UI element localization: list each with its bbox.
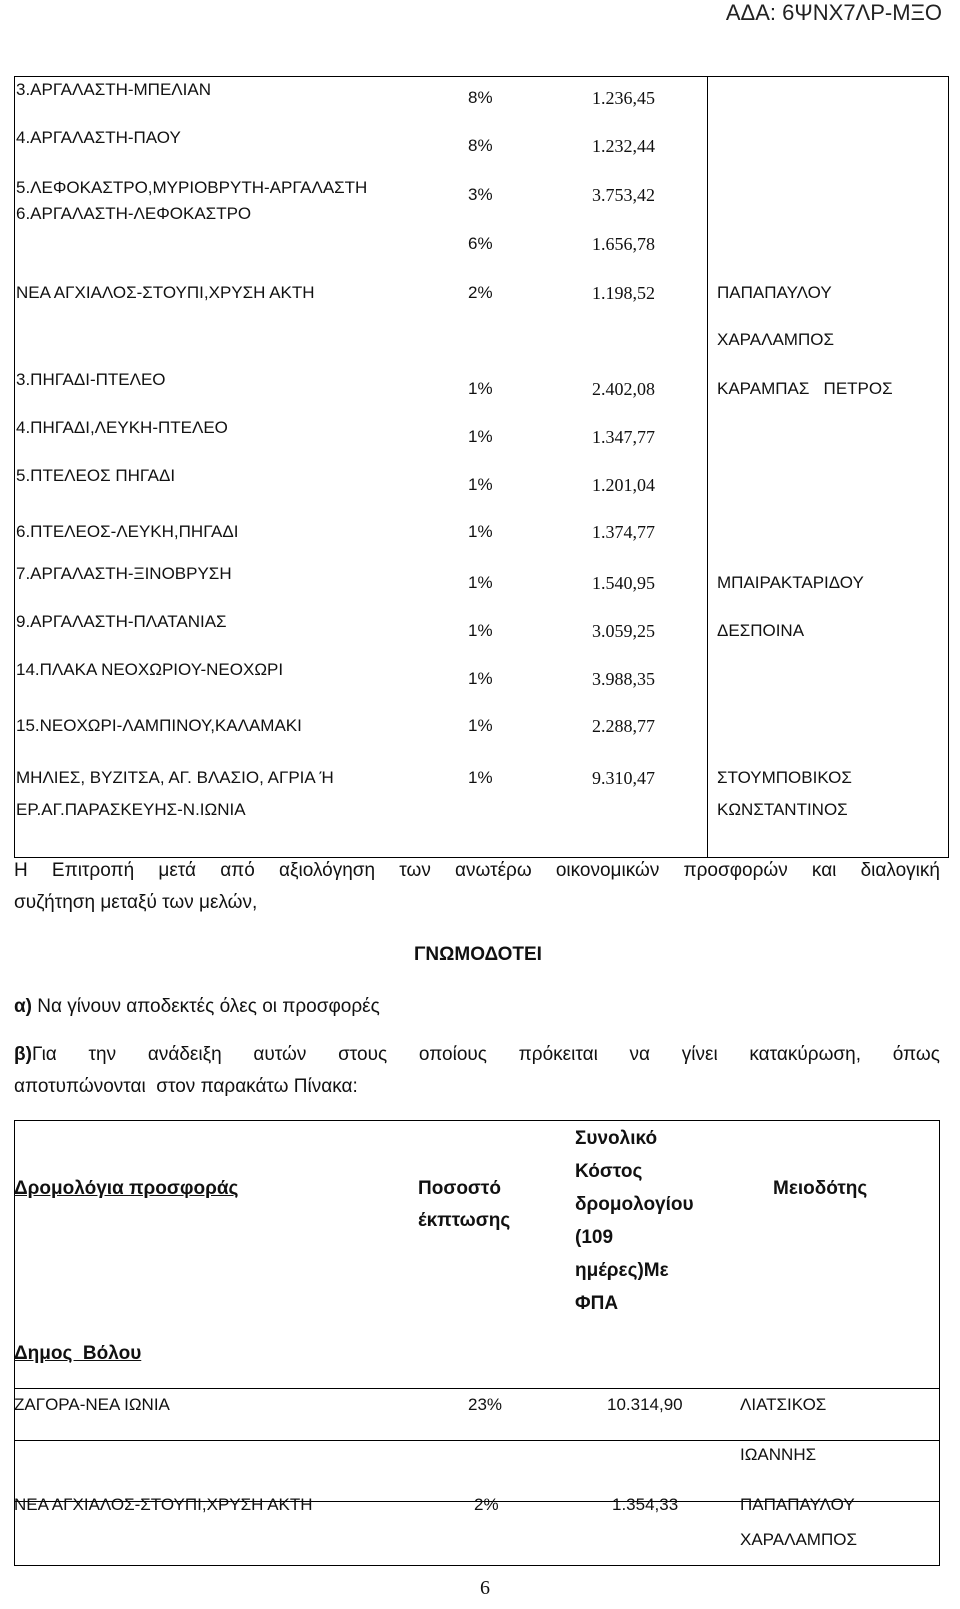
table1-route: 6.ΠΤΕΛΕΟΣ-ΛΕΥΚΗ,ΠΗΓΑΔΙ [16,522,239,541]
word: Για [31,1044,57,1065]
table2-bidder: ΧΑΡΑΛΑΜΠΟΣ [740,1530,857,1549]
table1-bidder: ΠΑΠΑΠΑΥΛΟΥ [717,283,832,302]
table1-route: ΜΗΛΙΕΣ, ΒΥΖΙΤΣΑ, ΑΓ. ΒΛΑΣΙΟ, ΑΓΡΙΑ Ή [16,768,334,787]
word: να [629,1044,651,1065]
word: από [220,860,255,881]
word: των [399,860,431,881]
item-a [14,996,380,1018]
table2-cost: 10.314,90 [607,1395,683,1414]
table2-route: ΖΑΓΟΡΑ-ΝΕΑ ΙΩΝΙΑ [14,1395,170,1414]
table1-cost: 3.753,42 [592,185,655,205]
table1-cost: 1.656,78 [592,234,655,254]
table1-cost: 1.374,77 [592,522,655,542]
table1-bidder: ΚΩΝΣΤΑΝΤΙΝΟΣ [717,800,848,819]
table1-divider [707,76,708,858]
table1-route: 14.ΠΛΑΚΑ ΝΕΟΧΩΡΙΟΥ-ΝΕΟΧΩΡΙ [16,660,284,679]
table1-route: 15.ΝΕΟΧΩΡΙ-ΛΑΜΠΙΝΟΥ,ΚΑΛΑΜΑΚΙ [16,716,302,735]
table2-pct: 23% [468,1395,503,1414]
word: οικονομικών [555,860,660,881]
table2-header-cost: ημέρες)Με [575,1260,669,1281]
table1-cost: 1.236,45 [592,88,655,108]
table2-bidder: ΠΑΠΑΠΑΥΛΟΥ [740,1495,855,1514]
word: στους [338,1044,388,1065]
page-number: 6 [480,1577,490,1599]
word: την [88,1044,117,1065]
ada-code: ΑΔΑ: 6ΨΝΧ7ΛΡ-ΜΞΟ [725,0,942,25]
table2-bidder: ΙΩΑΝΝΗΣ [740,1445,817,1464]
word: Επιτροπή [51,860,135,881]
table2-header-bidder: Μειοδότης [773,1178,868,1199]
committee-paragraph-line2: συζήτηση μεταξύ των μελών, [14,892,258,913]
word: μετά [158,860,197,881]
table2-row-line [14,1440,940,1441]
table1-pct: 3% [468,185,493,204]
table2-pct: 2% [474,1495,499,1514]
word: πρόκειται [518,1044,598,1065]
table1-pct: 8% [468,136,493,155]
table1-route: 5.ΛΕΦΟΚΑΣΤΡΟ,ΜΥΡΙΟΒΡΥΤΗ-ΑΡΓΑΛΑΣΤΗ [16,178,368,197]
table1-bidder: ΔΕΣΠΟΙΝΑ [717,621,805,640]
table1-route: 9.ΑΡΓΑΛΑΣΤΗ-ΠΛΑΤΑΝΙΑΣ [16,612,227,631]
table1-cost: 1.540,95 [592,573,655,593]
table1-pct: 1% [468,669,493,688]
word: αξιολόγηση [279,860,376,881]
item-b-line2: αποτυπώνονται στον παρακάτω Πίνακα: [14,1076,358,1097]
table1-pct: 2% [468,283,493,302]
table1-bidder: ΚΑΡΑΜΠΑΣ ΠΕΤΡΟΣ [717,379,893,398]
table2-header-cost: δρομολογίου [575,1194,694,1215]
table1-pct: 1% [468,573,493,592]
table1-cost: 1.201,04 [592,475,655,495]
table1-route: ΝΕΑ ΑΓΧΙΑΛΟΣ-ΣΤΟΥΠΙ,ΧΡΥΣΗ ΑΚΤΗ [16,283,315,302]
table1-cost: 2.402,08 [592,379,655,399]
table2-route: ΝΕΑ ΑΓΧΙΑΛΟΣ-ΣΤΟΥΠΙ,ΧΡΥΣΗ ΑΚΤΗ [14,1495,313,1514]
table2-header-cost: Κόστος [575,1161,643,1182]
word: οποίους [418,1044,487,1065]
table2-header-pct-2: έκπτωσης [418,1210,511,1231]
table2-header-pct: Ποσοστό [418,1178,502,1199]
table1-cost: 9.310,47 [592,768,655,788]
table1-route: 4.ΠΗΓΑΔΙ,ΛΕΥΚΗ-ΠΤΕΛΕΟ [16,418,228,437]
table2-row-line [14,1388,940,1389]
word: και [811,860,837,881]
table1-cost: 2.288,77 [592,716,655,736]
table1-cost: 3.059,25 [592,621,655,641]
word: αυτών [253,1044,307,1065]
table2-cost: 1.354,33 [612,1495,679,1514]
item-b-label: β) [14,1044,32,1065]
word: κατακύρωση, [749,1044,861,1065]
table1-pct: 1% [468,475,493,494]
item-b-line1 [14,1044,940,1066]
table2-header-cost: Συνολικό [575,1128,658,1149]
item-a-text: Να γίνουν αποδεκτές όλες οι προσφορές [32,996,380,1017]
table1-pct: 1% [468,427,493,446]
table1-route: 4.ΑΡΓΑΛΑΣΤΗ-ΠΑΟΥ [16,128,181,147]
table1-route: 6.ΑΡΓΑΛΑΣΤΗ-ΛΕΦΟΚΑΣΤΡΟ [16,204,252,223]
table1-cost: 1.198,52 [592,283,655,303]
word: διαλογική [860,860,940,881]
word: ανάδειξη [147,1044,222,1065]
table2-header-route: Δρομολόγια προσφοράς [14,1178,239,1199]
item-a-label: α) [14,996,33,1017]
word: Η [14,860,28,881]
word: γίνει [681,1044,718,1065]
table1-route: 7.ΑΡΓΑΛΑΣΤΗ-ΞΙΝΟΒΡΥΣΗ [16,564,232,583]
table2-header-cost: ΦΠΑ [575,1293,619,1314]
table2-header-cost: (109 [575,1227,614,1248]
table1-bidder: ΧΑΡΑΛΑΜΠΟΣ [717,330,834,349]
word: ανωτέρω [455,860,532,881]
table1-cost: 1.347,77 [592,427,655,447]
table1-pct: 1% [468,768,493,787]
word: όπως [892,1044,940,1065]
table1-pct: 1% [468,621,493,640]
item-b-label-word [14,1044,57,1066]
table1-route: 3.ΠΗΓΑΔΙ-ΠΤΕΛΕΟ [16,370,166,389]
word: προσφορών [683,860,788,881]
table1-cost: 1.232,44 [592,136,655,156]
table1-route: 5.ΠΤΕΛΕΟΣ ΠΗΓΑΔΙ [16,466,176,485]
table2-group-label: Δημος Βόλου [14,1343,142,1364]
table1-pct: 1% [468,379,493,398]
table1-bidder: ΜΠΑΙΡΑΚΤΑΡΙΔΟΥ [717,573,864,592]
table1-pct: 1% [468,716,493,735]
decision-heading: ΓΝΩΜΟΔΟΤΕΙ [414,944,542,965]
table1-pct: 1% [468,522,493,541]
table1-bidder: ΣΤΟΥΜΠΟΒΙΚΟΣ [717,768,852,787]
committee-paragraph-line1 [14,860,940,882]
table2-bidder: ΛΙΑΤΣΙΚΟΣ [740,1395,827,1414]
table1-pct: 6% [468,234,493,253]
table1-route: 3.ΑΡΓΑΛΑΣΤΗ-ΜΠΕΛΙΑΝ [16,80,211,99]
table1-route-cont: ΕΡ.ΑΓ.ΠΑΡΑΣΚΕΥΗΣ-Ν.ΙΩΝΙΑ [16,800,246,819]
table1-cost: 3.988,35 [592,669,655,689]
table1-pct: 8% [468,88,493,107]
